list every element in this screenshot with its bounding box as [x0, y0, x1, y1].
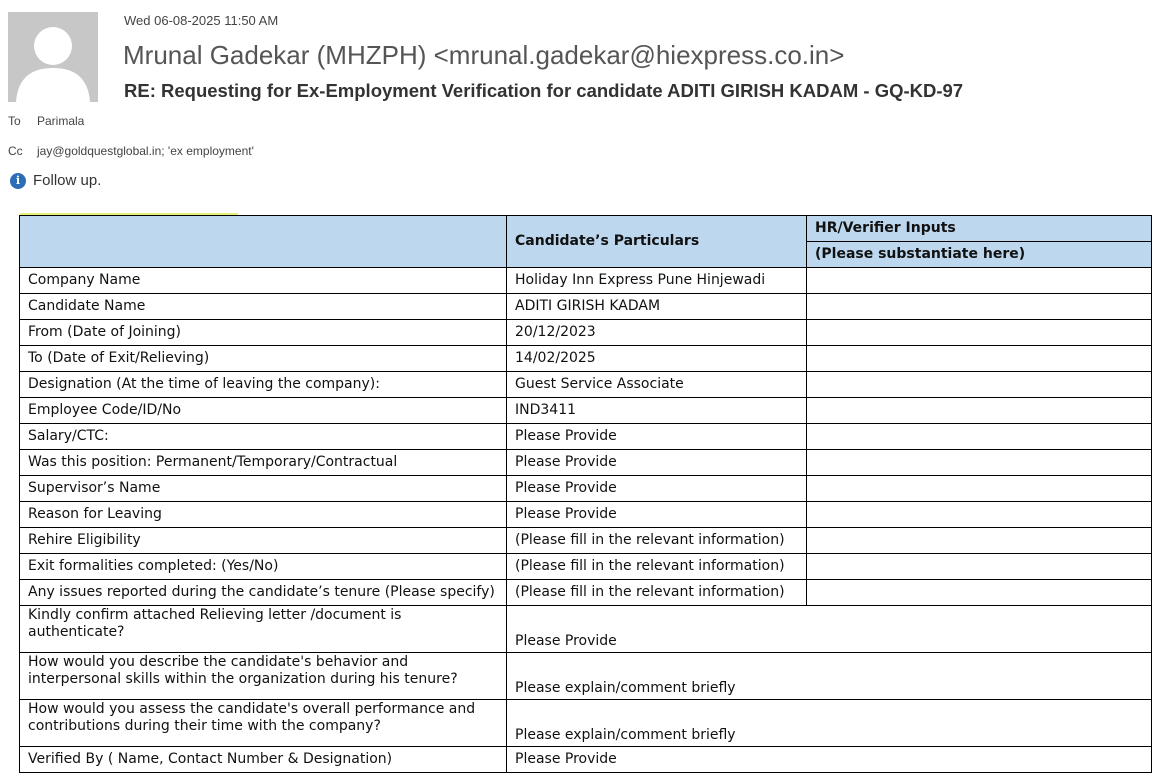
table-row	[20, 320, 1152, 346]
table-row	[20, 268, 1152, 294]
row-label: Was this position: Permanent/Temporary/Contractual	[20, 450, 507, 476]
question-row	[20, 606, 1152, 653]
question-label: Kindly confirm attached Relieving letter /document is authenticate?	[20, 606, 507, 653]
header-hr-title: HR/Verifier Inputs	[807, 216, 1152, 242]
row-value: IND3411	[507, 398, 807, 424]
row-value: Please Provide	[507, 502, 807, 528]
row-label: Exit formalities completed: (Yes/No)	[20, 554, 507, 580]
to-label: To	[8, 114, 21, 128]
row-label: Employee Code/ID/No	[20, 398, 507, 424]
cc-row	[8, 144, 254, 158]
question-value[interactable]: Please explain/comment briefly	[507, 653, 1152, 700]
table-row	[20, 476, 1152, 502]
header-blank-cell	[20, 216, 507, 268]
verification-table	[19, 215, 1152, 773]
table-row	[20, 580, 1152, 606]
row-label: Rehire Eligibility	[20, 528, 507, 554]
hr-input-cell[interactable]	[807, 502, 1152, 528]
cc-recipients[interactable]: jay@goldquestglobal.in; 'ex employment'	[37, 144, 254, 158]
row-label: From (Date of Joining)	[20, 320, 507, 346]
header-hr-subtitle: (Please substantiate here)	[807, 242, 1152, 268]
row-label: Reason for Leaving	[20, 502, 507, 528]
hr-input-cell[interactable]	[807, 346, 1152, 372]
row-value: Holiday Inn Express Pune Hinjewadi	[507, 268, 807, 294]
row-value: ADITI GIRISH KADAM	[507, 294, 807, 320]
row-value: (Please fill in the relevant information)	[507, 554, 807, 580]
hr-input-cell[interactable]	[807, 554, 1152, 580]
sender-avatar	[8, 12, 98, 102]
question-row	[20, 653, 1152, 700]
question-value[interactable]: Please Provide	[507, 747, 1152, 773]
table-row	[20, 424, 1152, 450]
table-row	[20, 528, 1152, 554]
hr-input-cell[interactable]	[807, 268, 1152, 294]
hr-input-cell[interactable]	[807, 450, 1152, 476]
hr-input-cell[interactable]	[807, 398, 1152, 424]
question-label: How would you describe the candidate's behavior and interpersonal skills within the organization during his tenure?	[20, 653, 507, 700]
row-label: Company Name	[20, 268, 507, 294]
table-row	[20, 372, 1152, 398]
row-label: Designation (At the time of leaving the company):	[20, 372, 507, 398]
email-date: Wed 06-08-2025 11:50 AM	[124, 13, 279, 28]
row-value: Please Provide	[507, 424, 807, 450]
table-row	[20, 450, 1152, 476]
table-row	[20, 294, 1152, 320]
hr-input-cell[interactable]	[807, 528, 1152, 554]
row-label: To (Date of Exit/Relieving)	[20, 346, 507, 372]
row-value: Please Provide	[507, 450, 807, 476]
question-label: Verified By ( Name, Contact Number & Designation)	[20, 747, 507, 773]
row-value: Please Provide	[507, 476, 807, 502]
table-row	[20, 554, 1152, 580]
hr-input-cell[interactable]	[807, 580, 1152, 606]
person-avatar-icon	[8, 12, 98, 102]
table-row	[20, 398, 1152, 424]
row-label: Supervisor’s Name	[20, 476, 507, 502]
question-row	[20, 700, 1152, 747]
hr-input-cell[interactable]	[807, 320, 1152, 346]
row-value: (Please fill in the relevant information)	[507, 528, 807, 554]
table-header-row	[20, 216, 1152, 242]
hr-input-cell[interactable]	[807, 372, 1152, 398]
hr-input-cell[interactable]	[807, 476, 1152, 502]
hr-input-cell[interactable]	[807, 294, 1152, 320]
to-recipients[interactable]: Parimala	[37, 114, 85, 128]
question-value[interactable]: Please Provide	[507, 606, 1152, 653]
header-particulars: Candidate’s Particulars	[507, 216, 807, 268]
row-value: 20/12/2023	[507, 320, 807, 346]
row-label: Candidate Name	[20, 294, 507, 320]
email-sender[interactable]: Mrunal Gadekar (MHZPH) <mrunal.gadekar@hiexpress.co.in>	[123, 40, 845, 70]
email-subject: RE: Requesting for Ex-Employment Verification for candidate ADITI GIRISH KADAM - GQ-KD-97	[124, 80, 964, 101]
row-value: 14/02/2025	[507, 346, 807, 372]
cc-label: Cc	[8, 144, 23, 158]
to-row	[8, 114, 84, 128]
table-row	[20, 502, 1152, 528]
follow-up-flag	[10, 172, 101, 189]
row-label: Salary/CTC:	[20, 424, 507, 450]
question-label: How would you assess the candidate's overall performance and contributions during their time with the company?	[20, 700, 507, 747]
question-value[interactable]: Please explain/comment briefly	[507, 700, 1152, 747]
row-label: Any issues reported during the candidate’s tenure (Please specify)	[20, 580, 507, 606]
hr-input-cell[interactable]	[807, 424, 1152, 450]
row-value: (Please fill in the relevant information)	[507, 580, 807, 606]
follow-up-text: Follow up.	[33, 172, 102, 189]
table-row	[20, 346, 1152, 372]
info-icon: i	[10, 173, 26, 189]
question-row	[20, 747, 1152, 773]
row-value: Guest Service Associate	[507, 372, 807, 398]
